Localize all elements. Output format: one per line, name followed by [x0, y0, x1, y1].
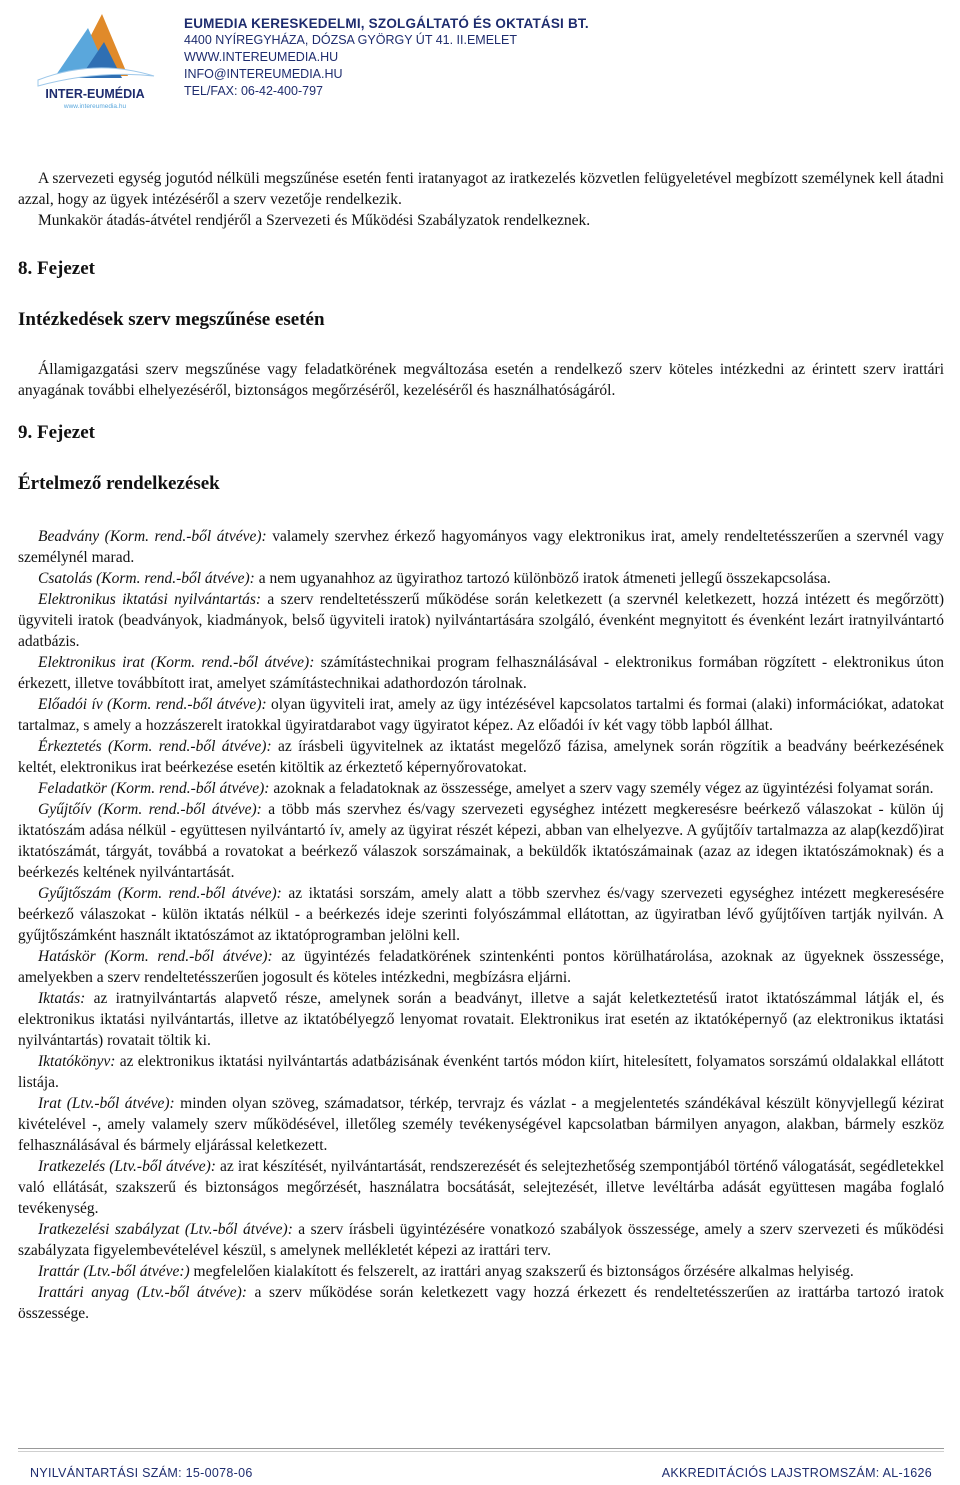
definition-item	[18, 778, 944, 799]
definition-item	[18, 883, 944, 946]
definition-term: Iktatókönyv:	[38, 1053, 116, 1070]
definition-item	[18, 652, 944, 694]
logo-text: INTER-EUMÉDIA	[45, 87, 145, 101]
definition-term: Csatolás (Korm. rend.-ből átvéve):	[38, 570, 255, 587]
definition-item	[18, 526, 944, 568]
footer-divider	[18, 1448, 944, 1449]
definition-text: minden olyan szöveg, számadatsor, térkép, tervrajz és vázlat - a megjelentetés szándékával készült könyvjellegű kézirat kivételével -, amely valamely szerv működésével, illetőleg személy tevékenységével kapcsolatban bármilyen anyagon, alakban, bármely eszköz felhasználásával és bármely eljárással keletkezett.	[18, 1095, 944, 1154]
definition-term: Hatáskör (Korm. rend.-ből átvéve):	[38, 948, 273, 965]
definition-text: a szerv működése során keletkezett vagy hozzá érkezett és rendeltetésszerűen az irattárba tartozó iratok összessége.	[18, 1284, 944, 1322]
definition-term: Gyűjtőív (Korm. rend.-ből átvéve):	[38, 801, 262, 818]
page-header	[0, 0, 960, 120]
definition-term: Elektronikus irat (Korm. rend.-ből átvéve):	[38, 654, 315, 671]
definition-item	[18, 568, 944, 589]
chapter-9-heading: 9. Fejezet	[18, 422, 95, 443]
accreditation-number: AKKREDITÁCIÓS LAJSTROMSZÁM: AL-1626	[661, 1466, 932, 1480]
definition-item	[18, 1282, 944, 1324]
company-web-link[interactable]: WWW.INTEREUMEDIA.HU	[184, 50, 339, 64]
definition-text: a szerv írásbeli ügyintézésére vonatkozó szabályok összessége, amely a szerv szervezeti és működési szabályzata figyelembevételével készül, s amelynek mellékletét képezi az irattári terv.	[18, 1221, 944, 1259]
definition-item	[18, 736, 944, 778]
company-address: 4400 NYÍREGYHÁZA, DÓZSA GYÖRGY ÚT 41. II.EMELET	[184, 33, 517, 47]
definition-text: az iratnyilvántartás alapvető része, amelynek során a beadványt, illetve a saját keletkeztetésű iratot iktatószámmal látják el, és elektronikus iktatási nyilvántartás, illetve az iktatóbélyegző lenyomat rovatait. Elektronikus irat esetén az iktatóképernyő (az elektronikus iktatási nyilvántartás) rovatait töltik ki.	[18, 990, 944, 1049]
definition-text: a több más szervhez és/vagy szervezeti egységhez intézett megkeresésre beérkező válaszokat - külön új iktatószám adása nélkül - együttesen nyilvántartó ív, amely az ügyirat részét képezi, abban van elhelyezve. A gyűjtőív tartalmazza az alap(kezdő)irat iktatószámát, tárgyát, továbbá a rovatokat a beérkező válaszok sorszámainak, a beküldők iktatószámainak (azaz az idegen iktatószámoknak) és a beérkezés keltének nyilvántartását.	[18, 801, 944, 881]
definition-item	[18, 589, 944, 652]
definition-term: Iratkezelési szabályzat (Ltv.-ből átvéve):	[38, 1221, 293, 1238]
definition-term: Feladatkör (Korm. rend.-ből átvéve):	[38, 780, 270, 797]
chapter-8-title: Intézkedések szerv megszűnése esetén	[18, 309, 325, 330]
definition-item	[18, 946, 944, 988]
chapter-9-title: Értelmező rendelkezések	[18, 473, 220, 494]
footer-divider-secondary	[18, 1451, 944, 1452]
definition-text: a nem ugyanahhoz az ügyirathoz tartozó különböző iratok átmeneti jellegű összekapcsolása.	[254, 570, 831, 587]
definition-term: Előadói ív (Korm. rend.-ből átvéve):	[38, 696, 267, 713]
registration-number: NYILVÁNTARTÁSI SZÁM: 15-0078-06	[30, 1466, 253, 1480]
definition-item	[18, 1261, 944, 1282]
definition-term: Irattár (Ltv.-ből átvéve:)	[38, 1263, 190, 1280]
definition-item	[18, 1093, 944, 1156]
intro-paragraph-2: Munkakör átadás-átvétel rendjéről a Szervezeti és Működési Szabályzatok rendelkeznek.	[38, 212, 591, 229]
definition-text: az ügyintézés feladatkörének szintenkénti pontos körülhatárolása, azoknak az ügyeknek összessége, amelyekben a szerv rendeltetésszerűen jogosult és köteles intézkedni, megbízásra eljárni.	[18, 948, 944, 986]
definition-text: olyan ügyviteli irat, amely az ügy intézésével kapcsolatos tartalmi és formai (alaki) információkat, adatokat tartalmaz, s amely a hozzászerelt iratokkal ügyiratdarabot vagy ügyiratot képez. Az előadói ív két vagy több lapból állhat.	[18, 696, 944, 734]
definition-text: valamely szervhez érkező hagyományos vagy elektronikus irat, amely rendeltetésszerűen a szervnél vagy személynél marad.	[18, 528, 944, 566]
document-body	[18, 168, 944, 1324]
definition-item	[18, 799, 944, 883]
definition-text: a szerv rendeltetésszerű működése során keletkezett (a szervnél keletkezett, hozzá intézett és megőrzött) ügyviteli iratok (beadványok, kiadmányok, belső ügyviteli iratok) nyilvántartására szolgáló, évenként megnyitott és évenként lezárt iratnyilvántartó adatbázis.	[18, 591, 944, 650]
definition-text: azoknak a feladatoknak az összessége, amelyet a szerv vagy személy végez az ügyintézési folyamat során.	[269, 780, 934, 797]
definition-term: Beadvány (Korm. rend.-ből átvéve):	[38, 528, 267, 545]
company-phone: TEL/FAX: 06-42-400-797	[184, 84, 323, 98]
definition-text: megfelelően kialakított és felszerelt, az irattári anyag szakszerű és biztonságos őrzésére alkalmas helyiség.	[189, 1263, 854, 1280]
definition-item	[18, 694, 944, 736]
definitions-list	[18, 526, 944, 1324]
definition-text: az elektronikus iktatási nyilvántartás adatbázisának évenként tartós módon kiírt, hitelesített, folyamatos sorszámú oldalakkal ellátott listája.	[18, 1053, 944, 1091]
definition-term: Irattári anyag (Ltv.-ből átvéve):	[38, 1284, 247, 1301]
chapter-8-paragraph: Államigazgatási szerv megszűnése vagy feladatkörének megváltozása esetén a rendelkező szerv köteles intézkedni az érintett szerv irattári anyagának további elhelyezéséről, biztonságos megőrzéséről, kezeléséről és használhatóságáról.	[18, 361, 944, 399]
definition-item	[18, 1156, 944, 1219]
definition-term: Irat (Ltv.-ből átvéve):	[38, 1095, 175, 1112]
definition-text: az írásbeli ügyvitelnek az iktatást megelőző fázisa, amelynek során rögzítik a beadvány beérkezésének keltét, elektronikus irat beérkezése esetén kitöltik az érkeztető képernyőrovatokat.	[18, 738, 945, 776]
company-email-link[interactable]: INFO@INTEREUMEDIA.HU	[184, 67, 343, 81]
definition-term: Elektronikus iktatási nyilvántartás:	[38, 591, 262, 608]
definition-term: Iratkezelés (Ltv.-ből átvéve):	[38, 1158, 216, 1175]
definition-text: az iktatási sorszám, amely alatt a több szervhez és/vagy szervezeti egységhez intézett megkeresésére beérkező válaszokat - külön iktatás nélkül - a beérkezés ideje szerinti folyószámmal ellátottan, az ügyiratban lévő gyűjtőíven tartják nyilván. A gyűjtőszámként használt iktatószámot az iktatóprogramban jelölni kell.	[18, 885, 944, 944]
definition-item	[18, 1219, 944, 1261]
definition-text: az irat készítését, nyilvántartását, rendszerezését és selejtezhetőség szempontjából történő válogatását, segédletekkel való ellátását, szakszerű és biztonságos megőrzését, használatra bocsátását, selejtezését, illetve levéltárba adását együttesen magába foglaló tevékenység.	[18, 1158, 945, 1217]
inter-eumedia-logo	[30, 6, 160, 110]
chapter-8-heading: 8. Fejezet	[18, 258, 95, 279]
intro-section	[18, 168, 944, 231]
company-info	[184, 15, 589, 100]
definition-term: Gyűjtőszám (Korm. rend.-ből átvéve):	[38, 885, 282, 902]
definition-item	[18, 988, 944, 1051]
logo-url: www.intereumedia.hu	[63, 103, 127, 110]
definition-term: Érkeztetés (Korm. rend.-ből átvéve):	[38, 738, 272, 755]
definition-item	[18, 1051, 944, 1093]
company-name: EUMEDIA KERESKEDELMI, SZOLGÁLTATÓ ÉS OKTATÁSI BT.	[184, 16, 589, 31]
definition-term: Iktatás:	[38, 990, 86, 1007]
definition-text: számítástechnikai program felhasználásával - elektronikus formában rögzített - elektronikus úton érkezett, illetve továbbított irat, amelyet számítástechnikai adathordozón tárolnak.	[18, 654, 944, 692]
intro-paragraph-1: A szervezeti egység jogutód nélküli megszűnése esetén fenti iratanyagot az iratkezelés közvetlen felügyeletével megbízott személynek kell átadni azzal, hogy az ügyek intézéséről a szerv vezetője rendelkezik.	[18, 170, 944, 208]
